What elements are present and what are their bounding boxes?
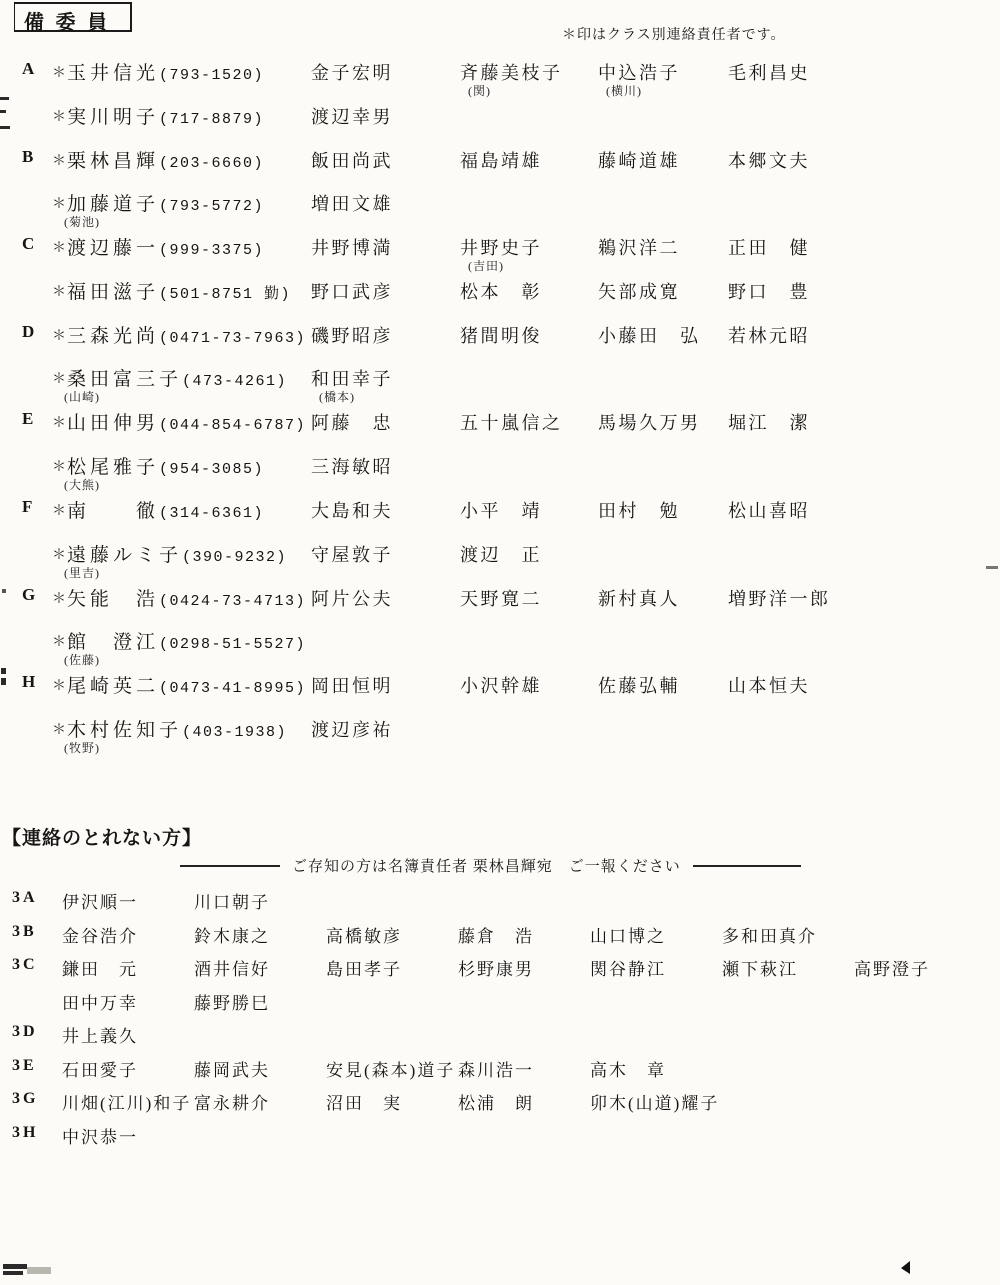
star-mark: ＊ [52, 66, 66, 81]
leader-phone: (501-8751 勤) [159, 286, 292, 303]
committee-row [0, 321, 1000, 363]
uncontactable-row [0, 1123, 1000, 1153]
uncontactable-row [0, 922, 1000, 952]
class-label: 3C [12, 956, 38, 973]
leader-entry [52, 189, 264, 216]
leader-name: 山田伸男 [67, 413, 160, 434]
uncontactable-name: 中沢恭一 [62, 1128, 138, 1147]
notice-text: ご存知の方は名簿責任者 栗林昌輝宛 ご一報ください [292, 859, 681, 875]
member-name: 大島和夫 [311, 501, 393, 521]
member-name: 阿片公夫 [311, 589, 393, 609]
uncontactable-names [62, 1089, 722, 1114]
uncontactable-names [62, 955, 986, 980]
leader-name: 松尾雅子 [67, 457, 160, 478]
member-name: 松本 彰 [460, 282, 542, 302]
member-name: 正田 健 [728, 238, 810, 258]
committee-row [0, 146, 1000, 188]
member-name: 小藤田 弘 [598, 326, 701, 346]
scan-artifact [0, 126, 10, 129]
class-label: 3A [12, 889, 38, 906]
committee-row [0, 671, 1000, 713]
uncontactable-name: 田中万幸 [62, 994, 138, 1013]
leader-phone: (793-1520) [159, 67, 265, 84]
furigana: (佐藤) [64, 653, 100, 667]
member-name: 毛利昌史 [728, 63, 810, 83]
uncontactable-name: 島田孝子 [326, 960, 402, 979]
legend-note: ＊印はクラス別連絡責任者です。 [562, 28, 786, 43]
furigana: (里吉) [64, 566, 100, 580]
uncontactable-name: 酒井信好 [194, 960, 270, 979]
uncontactable-names [62, 989, 326, 1014]
member-name: 山本恒夫 [728, 676, 810, 696]
committee-row [0, 715, 1000, 757]
uncontactable-name: 井上義久 [62, 1027, 138, 1046]
leader-name: 尾崎英二 [67, 676, 160, 697]
member-name: 増田文雄 [311, 194, 393, 214]
member-name: 田村 勉 [598, 501, 680, 521]
leader-phone: (0424-73-4713) [159, 593, 307, 610]
leader-name: 木村佐知子 [67, 720, 183, 741]
uncontactable-name: 金谷浩介 [62, 927, 138, 946]
class-letter: C [22, 234, 35, 253]
uncontactable-name: 森川浩一 [458, 1061, 534, 1080]
scan-artifact [0, 110, 6, 113]
uncontactable-names [62, 1123, 194, 1148]
uncontactable-name: 安見(森本)道子 [326, 1061, 456, 1080]
leader-name: 館 澄江 [67, 632, 160, 653]
scan-artifact [2, 589, 6, 593]
class-label: 3H [12, 1124, 39, 1141]
class-letter: E [22, 409, 34, 428]
star-mark: ＊ [52, 154, 66, 169]
page-title: 備 委 員 [24, 12, 111, 34]
uncontactable-name: 山口博之 [590, 927, 666, 946]
uncontactable-name: 川口朝子 [194, 893, 270, 912]
notice-dash-left [180, 865, 280, 867]
uncontactable-row [0, 888, 1000, 918]
leader-entry [52, 540, 287, 567]
leader-name: 三森光尚 [67, 326, 160, 347]
leader-name: 玉井信光 [67, 63, 160, 84]
member-name: 猪間明俊 [460, 326, 542, 346]
leader-name: 遠藤ルミ子 [67, 545, 183, 566]
committee-row [0, 102, 1000, 144]
scan-artifact [901, 1261, 910, 1274]
title-box [14, 2, 132, 32]
uncontactable-name: 関谷静江 [590, 960, 666, 979]
leader-phone: (954-3085) [159, 461, 265, 478]
leader-entry [52, 496, 264, 523]
leader-phone: (314-6361) [159, 505, 265, 522]
leader-name: 栗林昌輝 [67, 151, 160, 172]
leader-phone: (0471-73-7963) [159, 330, 307, 347]
leader-name: 加藤道子 [67, 194, 160, 215]
star-mark: ＊ [52, 329, 66, 344]
member-name: 三海敏昭 [311, 457, 393, 477]
committee-row [0, 627, 1000, 669]
member-name: 野口武彦 [311, 282, 393, 302]
leader-entry [52, 584, 306, 611]
leader-entry [52, 408, 306, 435]
furigana: (吉田) [468, 259, 504, 273]
uncontactable-heading: 【連絡のとれない方】 [2, 828, 203, 849]
furigana: (関) [468, 84, 491, 98]
leader-name: 南 徹 [67, 501, 160, 522]
class-letter: D [22, 322, 35, 341]
member-name: 磯野昭彦 [311, 326, 393, 346]
uncontactable-names [62, 1056, 722, 1081]
member-name: 斉藤美枝子 (関) [460, 63, 563, 98]
furigana: (大熊) [64, 478, 100, 492]
leader-phone: (0298-51-5527) [159, 636, 307, 653]
uncontactable-name: 高野澄子 [854, 960, 930, 979]
committee-row [0, 584, 1000, 626]
member-name: 岡田恒明 [311, 676, 393, 696]
class-label: 3B [12, 923, 37, 940]
uncontactable-name: 沼田 実 [326, 1094, 402, 1113]
leader-name: 福田滋子 [67, 282, 160, 303]
uncontactable-names [62, 1022, 194, 1047]
committee-row [0, 277, 1000, 319]
uncontactable-name: 杉野康男 [458, 960, 534, 979]
member-name: 阿藤 忠 [311, 413, 393, 433]
scan-artifact [986, 566, 998, 569]
uncontactable-name: 鎌田 元 [62, 960, 138, 979]
member-name: 本郷文夫 [728, 151, 810, 171]
class-letter: H [22, 672, 36, 691]
scan-artifact [3, 1264, 27, 1269]
member-name: 井野史子 (吉田) [460, 238, 542, 273]
member-name: 藤崎道雄 [598, 151, 680, 171]
scan-artifact [27, 1267, 51, 1274]
member-name: 和田幸子 (橋本) [311, 369, 393, 404]
member-name: 堀江 潔 [728, 413, 810, 433]
star-mark: ＊ [52, 197, 66, 212]
scan-artifact [0, 97, 9, 100]
scan-artifact [3, 1271, 23, 1275]
member-name: 五十嵐信之 [460, 413, 563, 433]
member-name: 渡辺彦祐 [311, 720, 393, 740]
leader-phone: (390-9232) [182, 549, 288, 566]
committee-row [0, 233, 1000, 275]
star-mark: ＊ [52, 723, 66, 738]
uncontactable-row [0, 955, 1000, 985]
member-name: 馬場久万男 [598, 413, 701, 433]
member-name: 天野寛二 [460, 589, 542, 609]
member-name: 金子宏明 [311, 63, 393, 83]
uncontactable-names [62, 888, 326, 913]
furigana: (横川) [606, 84, 642, 98]
leader-phone: (0473-41-8995) [159, 680, 307, 697]
uncontactable-row [0, 989, 1000, 1019]
star-mark: ＊ [52, 416, 66, 431]
member-name: 若林元昭 [728, 326, 810, 346]
uncontactable-name: 石田愛子 [62, 1061, 138, 1080]
uncontactable-name: 鈴木康之 [194, 927, 270, 946]
leader-entry [52, 277, 291, 304]
scan-artifact [1, 668, 6, 674]
uncontactable-name: 卯木(山道)耀子 [590, 1094, 720, 1113]
class-letter: F [22, 497, 33, 516]
uncontactable-name: 多和田真介 [722, 927, 817, 946]
member-name: 渡辺 正 [460, 545, 542, 565]
star-mark: ＊ [52, 635, 66, 650]
leader-entry [52, 321, 306, 348]
notice-dash-right [693, 865, 801, 867]
star-mark: ＊ [52, 285, 66, 300]
uncontactable-name: 藤岡武夫 [194, 1061, 270, 1080]
leader-phone: (999-3375) [159, 242, 265, 259]
uncontactable-row [0, 1089, 1000, 1119]
furigana: (山崎) [64, 390, 100, 404]
member-name: 佐藤弘輔 [598, 676, 680, 696]
uncontactable-name: 高橋敏彦 [326, 927, 402, 946]
leader-entry [52, 233, 264, 260]
leader-name: 矢能 浩 [67, 589, 160, 610]
uncontactable-name: 富永耕介 [194, 1094, 270, 1113]
uncontactable-name: 瀬下萩江 [722, 960, 798, 979]
leader-entry [52, 671, 306, 698]
uncontactable-name: 川畑(江川)和子 [62, 1094, 192, 1113]
uncontactable-names [62, 922, 854, 947]
leader-entry [52, 715, 287, 742]
committee-row [0, 58, 1000, 100]
leader-phone: (717-8879) [159, 111, 265, 128]
member-name: 渡辺幸男 [311, 107, 393, 127]
leader-entry [52, 102, 264, 129]
notice-line [180, 855, 801, 876]
member-name: 守屋敦子 [311, 545, 393, 565]
committee-row [0, 540, 1000, 582]
uncontactable-name: 藤野勝巳 [194, 994, 270, 1013]
committee-row [0, 408, 1000, 450]
class-label: 3D [12, 1023, 38, 1040]
star-mark: ＊ [52, 592, 66, 607]
uncontactable-row [0, 1022, 1000, 1052]
uncontactable-name: 松浦 朗 [458, 1094, 534, 1113]
star-mark: ＊ [52, 110, 66, 125]
leader-phone: (473-4261) [182, 373, 288, 390]
leader-entry [52, 364, 287, 391]
star-mark: ＊ [52, 241, 66, 256]
star-mark: ＊ [52, 679, 66, 694]
member-name: 小平 靖 [460, 501, 542, 521]
committee-row [0, 452, 1000, 494]
class-letter: A [22, 59, 35, 78]
star-mark: ＊ [52, 504, 66, 519]
furigana: (菊池) [64, 215, 100, 229]
star-mark: ＊ [52, 372, 66, 387]
leader-name: 渡辺藤一 [67, 238, 160, 259]
uncontactable-name: 高木 章 [590, 1061, 666, 1080]
uncontactable-name: 伊沢順一 [62, 893, 138, 912]
leader-phone: (793-5772) [159, 198, 265, 215]
scan-artifact [1, 678, 6, 685]
member-name: 野口 豊 [728, 282, 810, 302]
class-label: 3E [12, 1057, 37, 1074]
furigana: (牧野) [64, 741, 100, 755]
star-mark: ＊ [52, 460, 66, 475]
committee-row [0, 496, 1000, 538]
leader-name: 実川明子 [67, 107, 160, 128]
uncontactable-name: 藤倉 浩 [458, 927, 534, 946]
star-mark: ＊ [52, 548, 66, 563]
leader-entry [52, 146, 264, 173]
leader-entry [52, 452, 264, 479]
leader-phone: (044-854-6787) [159, 417, 307, 434]
member-name: 鵜沢洋二 [598, 238, 680, 258]
member-name: 矢部成寛 [598, 282, 680, 302]
leader-phone: (403-1938) [182, 724, 288, 741]
leader-entry [52, 58, 264, 85]
member-name: 中込浩子 (横川) [598, 63, 680, 98]
member-name: 福島靖雄 [460, 151, 542, 171]
member-name: 小沢幹雄 [460, 676, 542, 696]
member-name: 増野洋一郎 [728, 589, 831, 609]
committee-row [0, 364, 1000, 406]
class-letter: G [22, 585, 36, 604]
uncontactable-row [0, 1056, 1000, 1086]
leader-name: 桑田富三子 [67, 369, 183, 390]
leader-phone: (203-6660) [159, 155, 265, 172]
class-letter: B [22, 147, 34, 166]
member-name: 新村真人 [598, 589, 680, 609]
leader-entry [52, 627, 306, 654]
member-name: 飯田尚武 [311, 151, 393, 171]
member-name: 松山喜昭 [728, 501, 810, 521]
furigana: (橋本) [319, 390, 355, 404]
member-name: 井野博満 [311, 238, 393, 258]
class-label: 3G [12, 1090, 39, 1107]
committee-row [0, 189, 1000, 231]
